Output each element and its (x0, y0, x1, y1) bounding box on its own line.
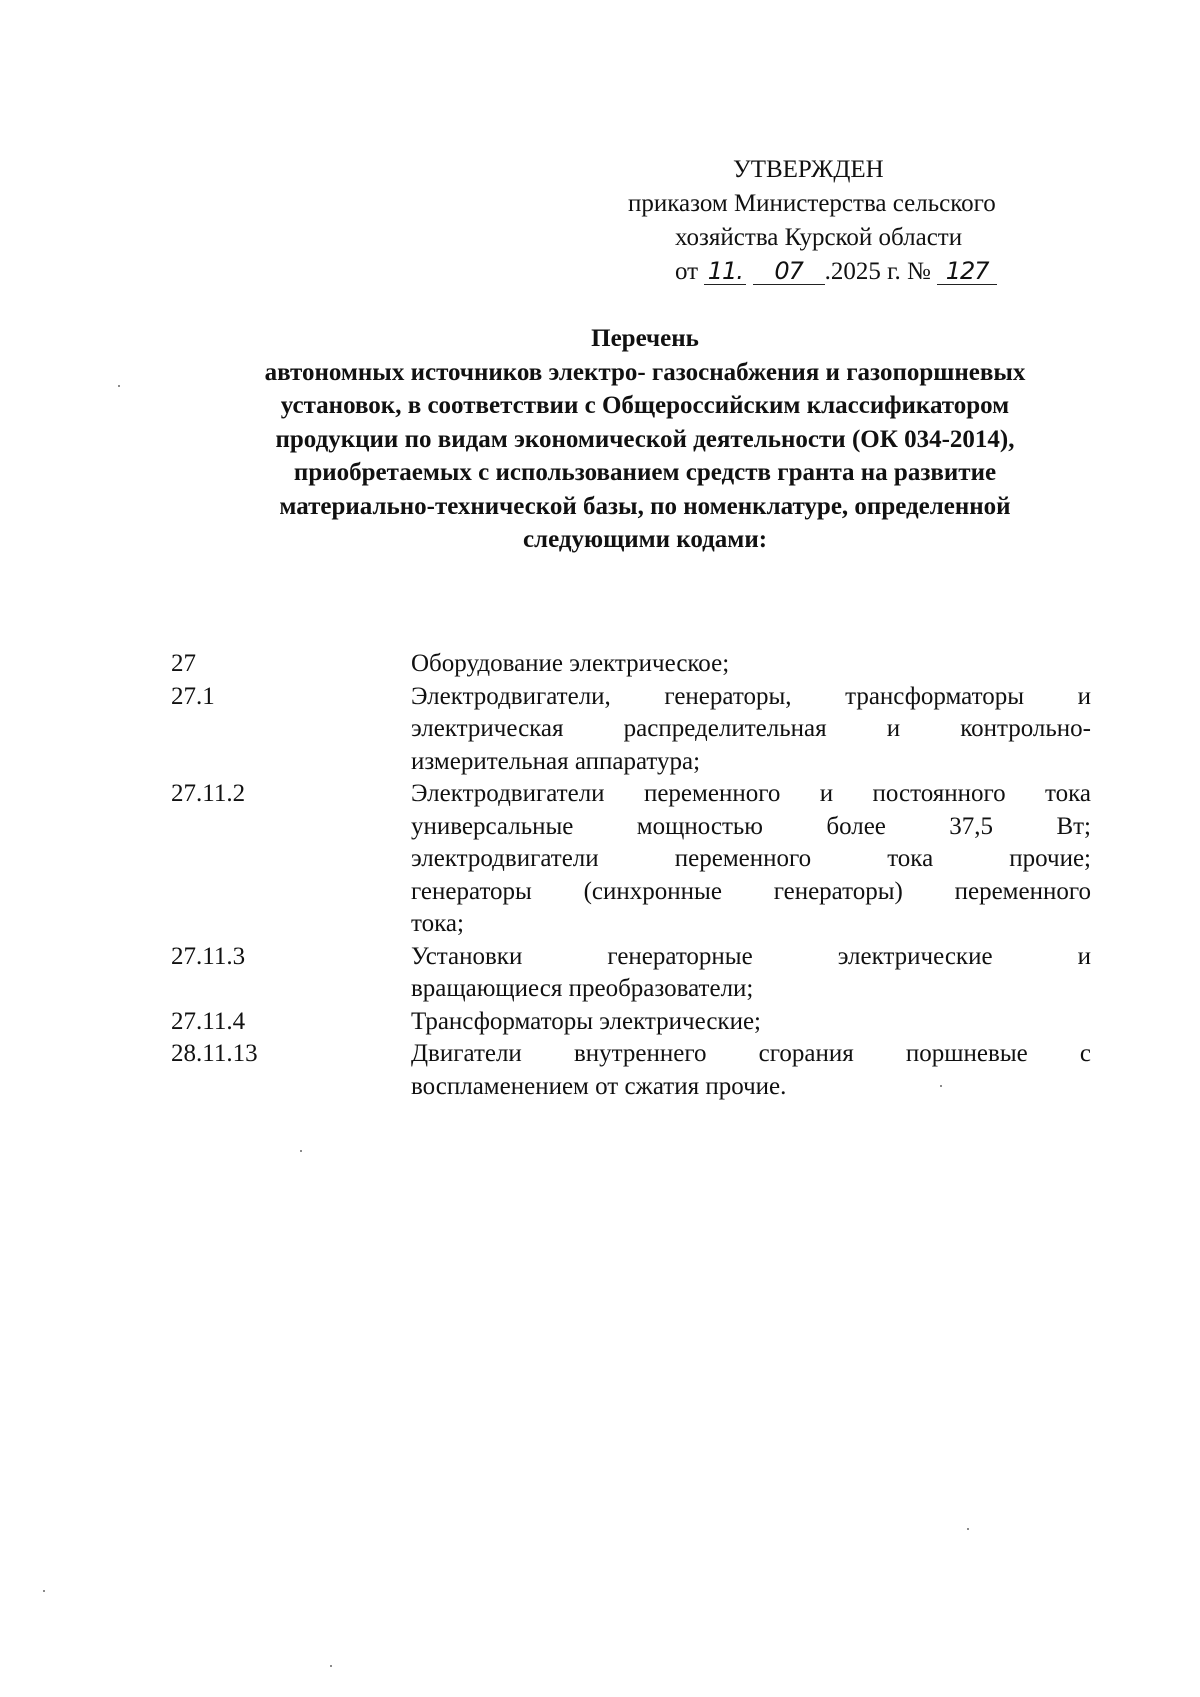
code-row (171, 941, 1091, 1006)
title-line: продукции по видам экономической деятельности (ОК 034-2014), (275, 425, 1015, 453)
description-line: Оборудование электрическое; (411, 650, 730, 677)
code-description (411, 941, 1091, 1006)
date-year: .2025 г. № (824, 258, 931, 285)
code-description (411, 648, 1091, 681)
description-line: генераторы (синхронные генераторы) переменного (411, 877, 1091, 905)
approval-status: УТВЕРЖДЕН (733, 156, 884, 183)
code-value: 27.11.3 (171, 942, 246, 970)
title-heading: Перечень (591, 325, 699, 352)
code-description (411, 1006, 1091, 1039)
handwritten-order-number: 127 (937, 258, 997, 285)
date-prefix: от (675, 258, 699, 285)
description-line: Электродвигатели переменного и постоянного тока (411, 780, 1091, 807)
scan-speck (940, 1085, 942, 1087)
code-description (411, 681, 1091, 779)
approval-date-line (560, 255, 1120, 289)
title-line: установок, в соответствии с Общероссийским классификатором (280, 392, 1010, 419)
description-line: Установки генераторные электрические и (411, 942, 1091, 970)
code-value: 28.11.13 (171, 1040, 258, 1067)
handwritten-day: 11. (704, 258, 746, 285)
description-line: воспламенением от сжатия прочие. (411, 1072, 787, 1100)
scan-speck (330, 1665, 332, 1667)
approval-block (560, 153, 1120, 289)
code-value: 27.11.4 (171, 1007, 246, 1035)
code-row (171, 778, 1091, 941)
code-description (411, 778, 1091, 941)
codes-list (171, 648, 1091, 1103)
title-line: автономных источников электро- газоснабжения и газопоршневых (264, 358, 1026, 386)
code-row (171, 681, 1091, 779)
description-line: измерительная аппаратура; (411, 747, 701, 775)
title-line: материально-технической базы, по номенклатуре, определенной (279, 492, 1011, 520)
scan-speck (118, 385, 120, 387)
description-line: Электродвигатели, генераторы, трансформаторы и (411, 682, 1091, 710)
scan-speck (967, 1528, 969, 1530)
approval-order-line: приказом Министерства сельского (628, 190, 996, 217)
scan-speck (300, 1150, 302, 1152)
code-row (171, 648, 1091, 681)
code-description (411, 1038, 1091, 1103)
code-value: 27 (171, 650, 196, 677)
code-value: 27.1 (171, 682, 215, 710)
description-line: Двигатели внутреннего сгорания поршневые с (411, 1040, 1091, 1067)
code-row (171, 1038, 1091, 1103)
code-row (171, 1006, 1091, 1039)
code-value: 27.11.2 (171, 780, 246, 807)
description-line: электрическая распределительная и контрольно- (411, 715, 1091, 742)
title-line: следующими кодами: (522, 526, 768, 553)
title-line: приобретаемых с использованием средств гранта на развитие (293, 459, 997, 486)
description-line: тока; (411, 910, 464, 937)
approval-ministry-line: хозяйства Курской области (675, 224, 963, 251)
scan-speck (43, 1590, 45, 1592)
description-line: вращающиеся преобразователи; (411, 975, 754, 1002)
document-title (180, 322, 1110, 557)
description-line: электродвигатели переменного тока прочие; (411, 845, 1091, 872)
handwritten-month: 07 (753, 258, 825, 285)
description-line: Трансформаторы электрические; (411, 1007, 761, 1035)
description-line: универсальные мощностью более 37,5 Вт; (411, 812, 1091, 840)
